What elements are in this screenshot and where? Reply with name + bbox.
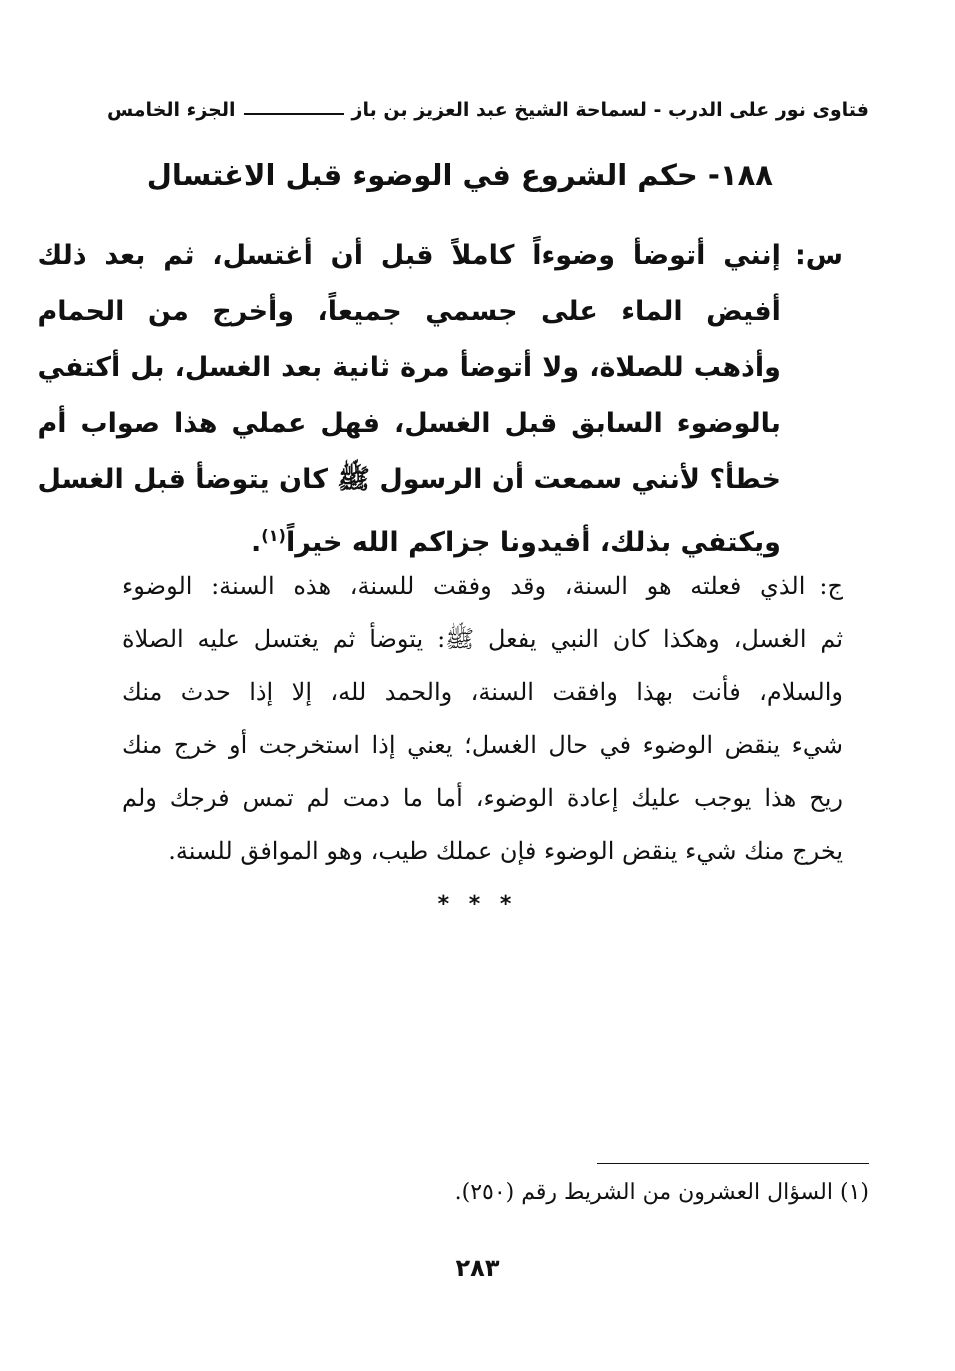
answer-continuation: [122, 613, 843, 878]
answer-marker: ج:: [819, 572, 843, 600]
question-end-punct: .: [250, 527, 262, 558]
footnote-rule: [597, 1163, 869, 1164]
header-rule: [244, 113, 344, 115]
question-text: [38, 228, 781, 571]
question-block: [37, 228, 843, 571]
question-line: ويكتفي بذلك، أفيدونا جزاكم الله خيراً: [285, 527, 781, 558]
volume-label: الجزء الخامس: [106, 99, 236, 121]
question-line: خطأ؟ لأنني سمعت أن الرسول ﷺ كان يتوضأ قبل الغسل: [37, 464, 781, 495]
answer-line: والسلام، فأنت بهذا وافقت السنة، والحمد لله، إلا إذا حدث منك: [122, 678, 843, 706]
section-separator: * * *: [437, 892, 518, 917]
question-line: بالوضوء السابق قبل الغسل، فهل عملي هذا صواب أم: [37, 408, 781, 439]
question-line: وأذهب للصلاة، ولا أتوضأ مرة ثانية بعد الغسل، بل أكتفي: [37, 352, 781, 383]
answer-line: يخرج منك شيء ينقض الوضوء فإن عملك طيب، وهو الموافق للسنة.: [168, 837, 843, 865]
running-header: [106, 92, 869, 128]
question-line: إنني أتوضأ وضوءاً كاملاً قبل أن أغتسل، ثم بعد ذلك: [37, 240, 781, 271]
footnote-reference[interactable]: (١): [261, 526, 286, 545]
answer-line: شيء ينقض الوضوء في حال الغسل؛ يعني إذا استخرجت أو خرج منك: [122, 731, 843, 759]
question-marker: س:: [794, 240, 843, 271]
book-title: فتاوى نور على الدرب - لسماحة الشيخ عبد العزيز بن باز: [351, 99, 869, 121]
answer-block: [122, 560, 843, 878]
answer-text: [122, 560, 805, 613]
answer-line: ثم الغسل، وهكذا كان النبي يفعل ﷺ: يتوضأ ثم يغتسل عليه الصلاة: [122, 625, 843, 653]
answer-line: الذي فعلته هو السنة، وقد وفقت للسنة، هذه السنة: الوضوء: [122, 572, 806, 600]
page-number: ٢٨٣: [455, 1254, 500, 1282]
footnote: (١) السؤال العشرون من الشريط رقم (٢٥٠).: [454, 1180, 869, 1205]
section-title: ١٨٨- حكم الشروع في الوضوء قبل الاغتسال: [146, 158, 773, 192]
answer-line: ريح هذا يوجب عليك إعادة الوضوء، أما ما دمت لم تمس فرجك ولم: [122, 784, 843, 812]
question-line: أفيض الماء على جسمي جميعاً، وأخرج من الحمام: [37, 296, 781, 327]
